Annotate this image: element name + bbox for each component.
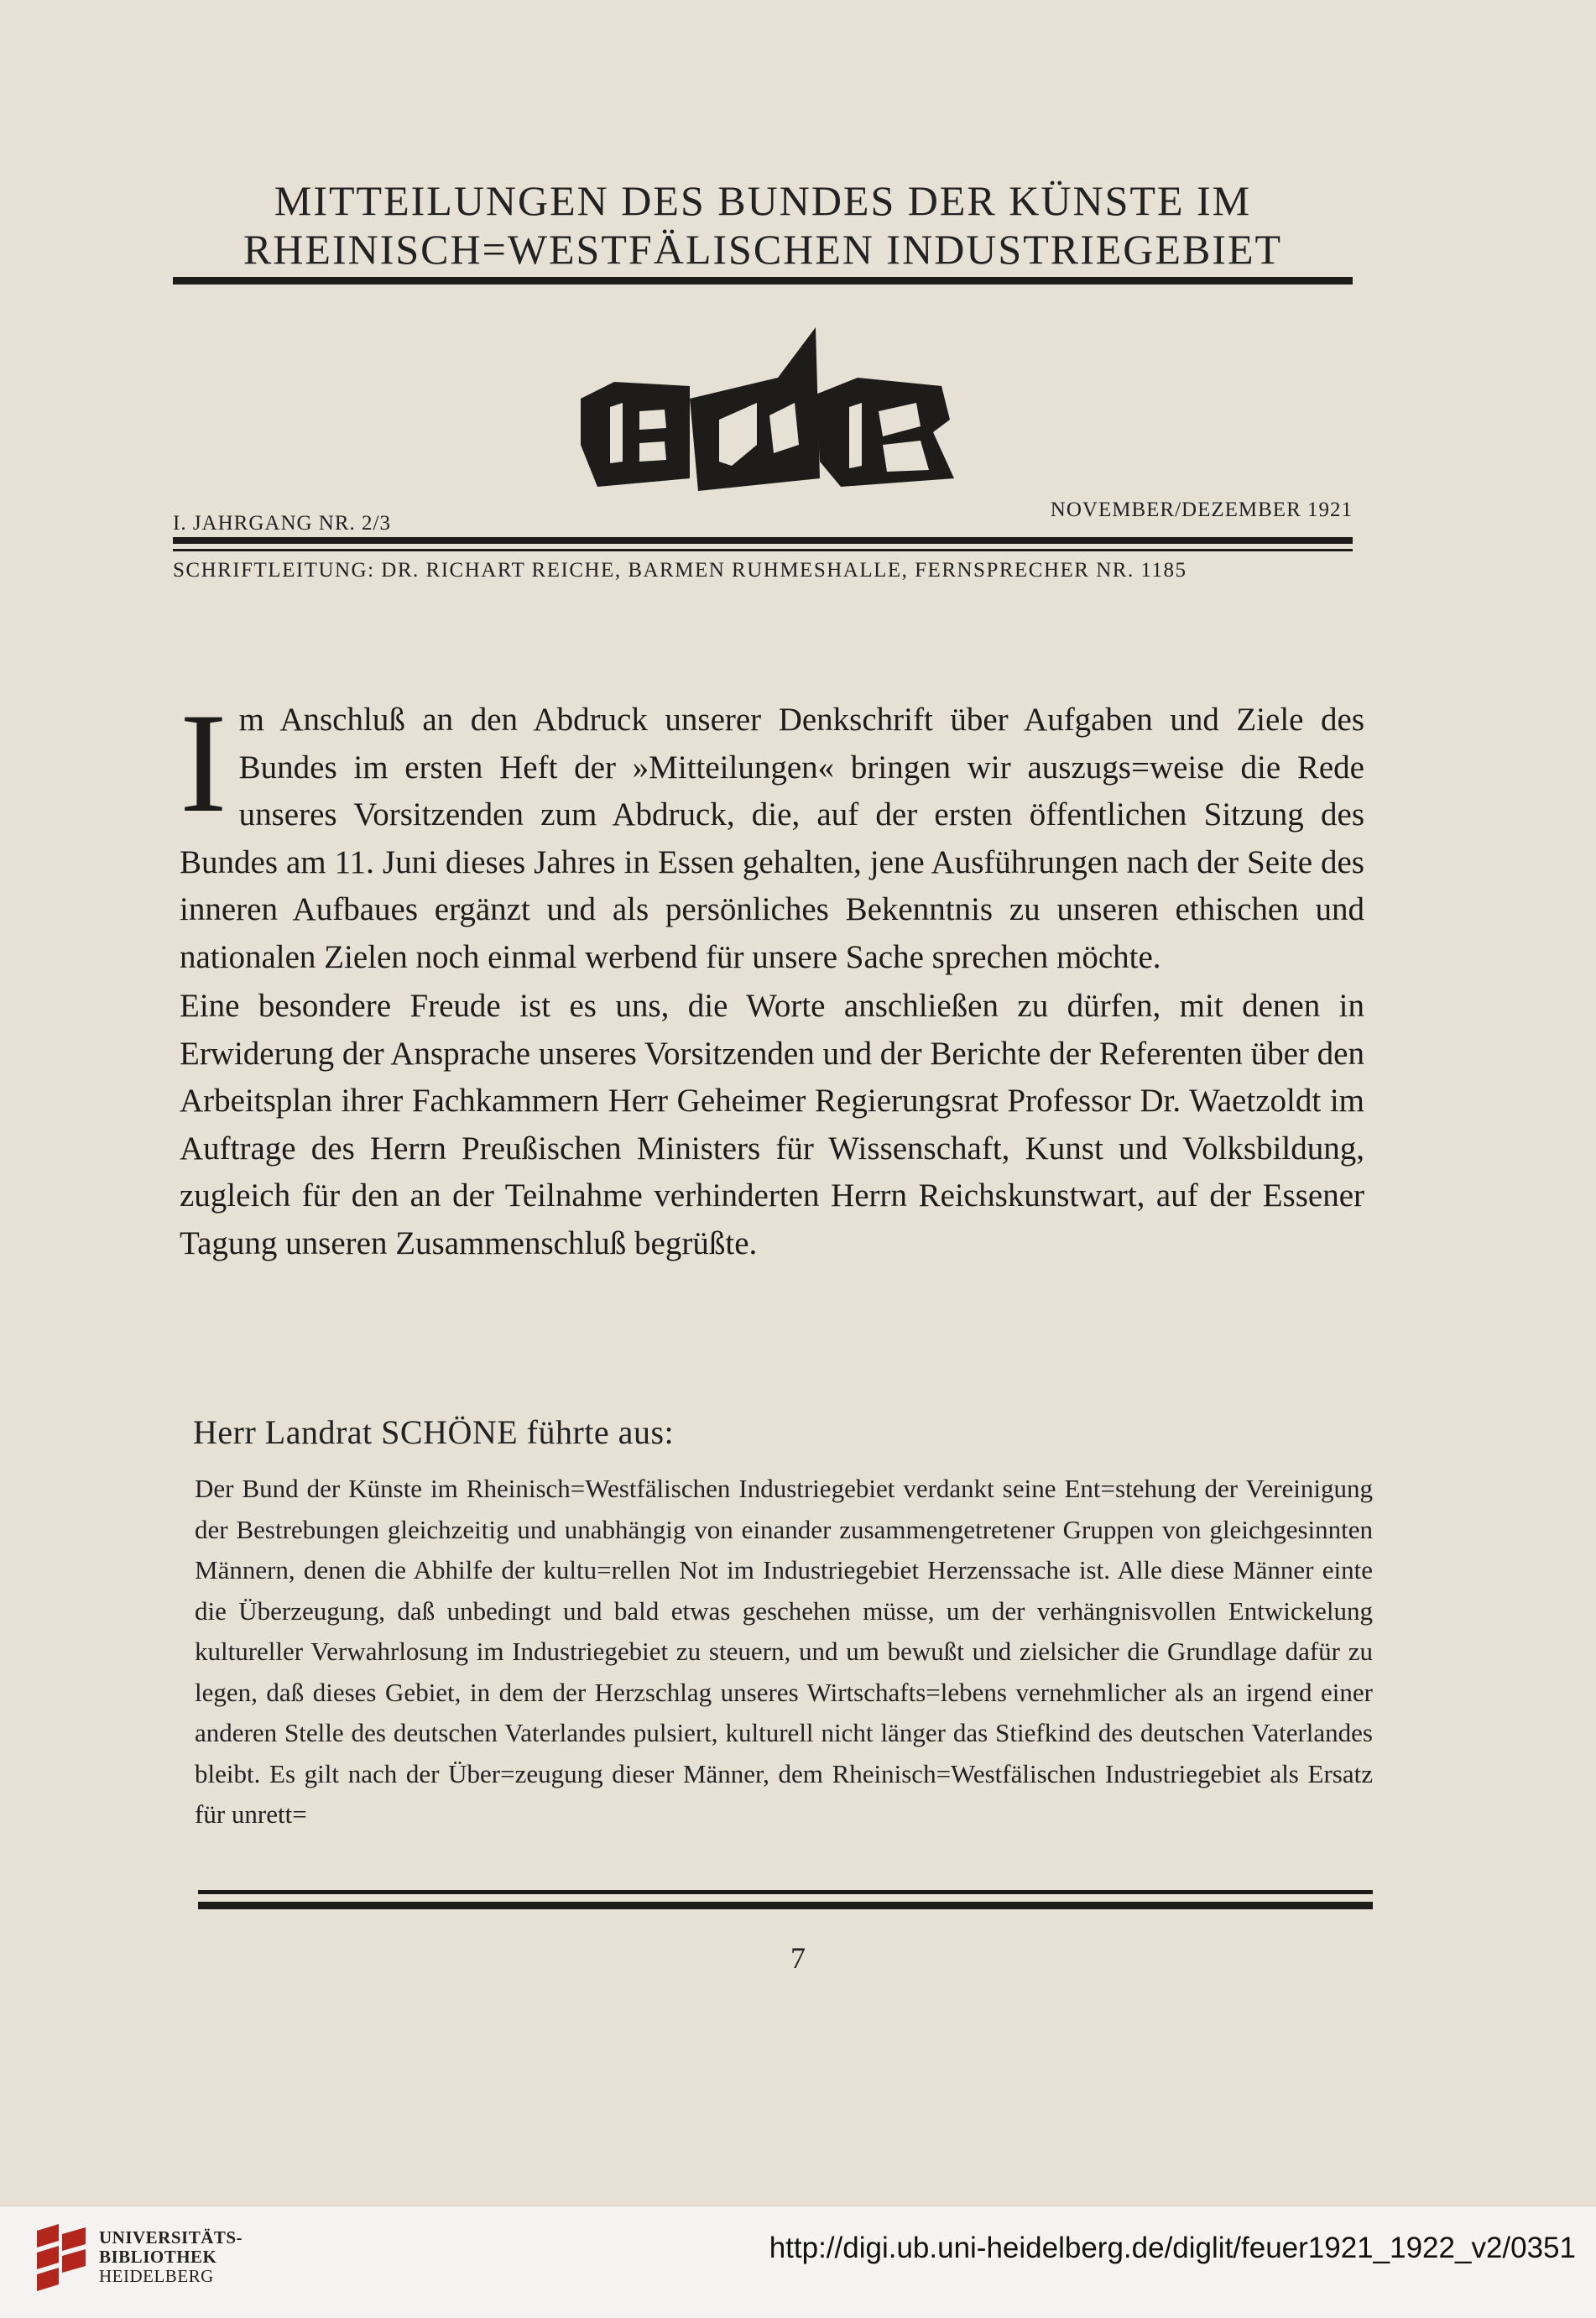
institution-line-3: HEIDELBERG — [99, 2266, 214, 2286]
institution-line-1: UNIVERSITÄTS- — [99, 2227, 243, 2248]
masthead-line-1: MITTEILUNGEN DES BUNDES DER KÜNSTE IM — [274, 177, 1252, 224]
bottom-rule-bottom — [198, 1902, 1373, 1909]
speaker-heading: Herr Landrat SCHÖNE führte aus: — [193, 1413, 675, 1451]
institution-line-2: BIBLIOTHEK — [99, 2247, 217, 2267]
drop-cap: I — [180, 684, 227, 842]
university-library-name — [99, 2228, 243, 2286]
intro-paragraph-1 — [180, 684, 1364, 981]
bottom-rule-top — [198, 1890, 1373, 1894]
speech-paragraph: Der Bund der Künste im Rheinisch=Westfälischen Industriegebiet verdankt seine Ent=stehung der Vereinigung der Bestrebungen gleichzeitig und unabhängig von einander zusammengetretener Gruppen von gleichgesinnten Männern, denen die Abhilfe der kultu=rellen Not im Industriegebiet Herzenssache ist. Alle diese Männer einte die Überzeugung, daß unbedingt und bald etwas geschehen müsse, um der verhängnisvollen Entwickelung kultureller Verwahrlosung im Industriegebiet zu steuern, und um bewußt und zielsicher die Grundlage dafür zu legen, daß dieses Gebiet, in dem der Herzschlag unseres Wirtschafts=lebens vernehmlicher als an irgend einer anderen Stelle des deutschen Vaterlandes pulsiert, kulturell nicht länger das Stiefkind des deutschen Vaterlandes bleibt. Es gilt nach der Über=zeugung dieser Männer, dem Rheinisch=Westfälischen Industriegebiet als Ersatz für unrett= — [195, 1474, 1373, 1829]
intro-paragraph-2: Eine besondere Freude ist es uns, die Worte anschließen zu dürfen, mit denen in Erwiderung der Ansprache unseres Vorsitzenden und der Berichte der Referenten über den Arbeitsplan ihrer Fachkammern Herr Geheimer Regierungsrat Professor Dr. Waetzoldt im Auftrage des Herrn Preußischen Ministers für Wissenschaft, Kunst und Volksbildung, zugleich für den an der Teilnahme verhinderten Herrn Reichskunstwart, auf der Essener Tagung unseren Zusammenschluß begrüßte. — [180, 988, 1364, 1261]
logo-letter-b — [581, 382, 690, 487]
issue-date: NOVEMBER/DEZEMBER 1921 — [1050, 499, 1353, 521]
speech-text — [195, 1469, 1373, 1835]
university-library-logo-icon — [34, 2222, 89, 2293]
editorship-line: SCHRIFTLEITUNG: DR. RICHART REICHE, BARMEN RUHMESHALLE, FERNSPRECHER NR. 1185 — [173, 559, 1187, 582]
source-url-link[interactable]: http://digi.ub.uni-heidelberg.de/diglit/feuer1921_1922_v2/0351 — [769, 2232, 1576, 2264]
issue-row — [173, 499, 1353, 535]
bdk-logo — [564, 319, 967, 504]
masthead-rule — [173, 277, 1353, 285]
masthead-line-2: RHEINISCH=WESTFÄLISCHEN INDUSTRIEGEBIET — [243, 226, 1283, 273]
issue-volume: I. JAHRGANG NR. 2/3 — [173, 512, 391, 535]
intro-text — [180, 684, 1364, 1269]
intro-paragraph-1-text: m Anschluß an den Abdruck unserer Denkschrift über Aufgaben und Ziele des Bundes im ersten Heft der »Mitteilungen« bringen wir auszugs=weise die Rede unseres Vorsitzenden zum Abdruck, die, auf der ersten öffentlichen Sitzung des Bundes am 11. Juni dieses Jahres in Essen gehalten, jene Ausführungen nach der Seite des inneren Aufbaues ergänzt und als persönliches Bekenntnis zu unseren ethischen und nationalen Zielen noch einmal werbend für unsere Sache sprechen möchte. — [180, 702, 1364, 975]
masthead-title — [173, 176, 1353, 274]
issue-rule-bottom — [173, 549, 1353, 551]
issue-rule-top — [173, 537, 1353, 544]
page-number: 7 — [790, 1941, 806, 1975]
